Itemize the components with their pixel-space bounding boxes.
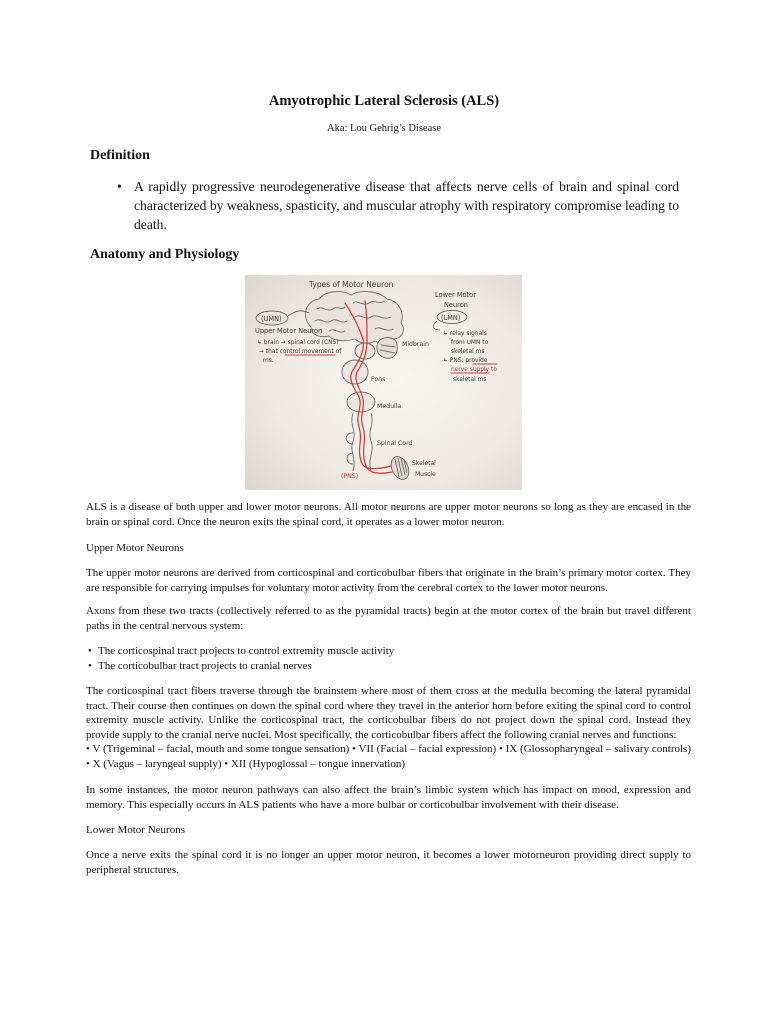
- umn-note-1: ↳ brain → spinal cord (CNS): [257, 340, 339, 346]
- muscle-label: Muscle: [415, 471, 436, 478]
- tract-course-text: The corticospinal tract fibers traverse through the brainstem where most of them cross at the medulla becoming the lateral pyramidal tract. Their course then continues on down the spinal cord where they travel in the anterior horn before exiting the spinal cord to control extremity muscle activity. Unlike the corticospinal tract, the corticobulbar fibers do not project down the spinal cord. Instead they provide supply to the cranial nerve nuclei. Most specifically, the corticobulbar fibers affect the following cranial nerves and functions:: [86, 685, 691, 741]
- document-subtitle: Aka: Lou Gehrig’s Disease: [326, 123, 441, 134]
- list-item: • The corticobulbar tract projects to cranial nerves: [98, 659, 688, 674]
- lmn-note-1: ↳ relay signals: [443, 331, 487, 337]
- motor-neuron-diagram: [245, 275, 522, 490]
- umn-tag: (UMN): [261, 315, 282, 323]
- cranial-nerve-list: • V (Trigeminal – facial, mouth and some tongue sensation) • VII (Facial – facial expression) • IX (Glossopharyngeal – salivary controls) • X (Vagus – laryngeal supply) • XII (Hypoglossal – tongue innervation): [86, 743, 691, 770]
- lmn-name-2: Neuron: [444, 301, 468, 309]
- skeletal-label: Skeletal: [412, 460, 436, 467]
- intro-paragraph: ALS is a disease of both upper and lower motor neurons. All motor neurons are upper motor neurons so long as they are encased in the brain or spinal cord. Once the neuron exits the spinal cord, it operates as a lower motor neuron.: [86, 501, 691, 528]
- lmn-note-2: from UMN to: [451, 340, 489, 346]
- axons-paragraph: Axons from these two tracts (collectively referred to as the pyramidal tracts) begin at the motor cortex of the brain but travel different paths in the central nervous system:: [86, 605, 691, 632]
- motor-neuron-drawing: [245, 275, 522, 490]
- medulla-structure: [347, 392, 375, 412]
- lmn-name-1: Lower Motor: [435, 291, 476, 299]
- tract-list: [98, 644, 688, 673]
- lmn-note-6: skeletal ms: [453, 377, 487, 383]
- pns-label: (PNS): [341, 473, 359, 480]
- lmn-note-5: nerve supply to: [451, 367, 497, 373]
- umn-note-3: ms.: [263, 358, 274, 364]
- definition-heading: Definition: [90, 148, 150, 163]
- tract-course-paragraph: [86, 684, 691, 772]
- spinal-cord-label: Spinal Cord: [377, 440, 413, 447]
- umn-origin-paragraph: The upper motor neurons are derived from corticospinal and corticobulbar fibers that originate in the brain’s primary motor cortex. They are responsible for carrying impulses for voluntary motor activity from the cerebral cortex to the lower motor neurons.: [86, 567, 691, 594]
- lmn-paragraph: Once a nerve exits the spinal cord it is no longer an upper motor neuron, it becomes a lower motorneuron providing direct supply to peripheral structures.: [86, 849, 691, 876]
- cerebellum: [377, 338, 397, 359]
- diagram-title: Types of Motor Neuron: [309, 280, 394, 289]
- lower-motor-neurons-heading: Lower Motor Neurons: [86, 824, 185, 836]
- umn-note-2: → that control movement of: [259, 349, 342, 355]
- upper-motor-neurons-heading: Upper Motor Neurons: [86, 542, 184, 554]
- definition-bullet: • A rapidly progressive neurodegenerative disease that affects nerve cells of brain and spinal cord characterized by weakness, spasticity, and muscular atrophy with respiratory compromise leading to death.: [134, 177, 679, 234]
- document-title: Amyotrophic Lateral Sclerosis (ALS): [268, 93, 500, 109]
- lmn-note-3: skeletal ms: [451, 349, 485, 355]
- limbic-paragraph: In some instances, the motor neuron pathways can also affect the brain’s limbic system which has impact on mood, expression and memory. This especially occurs in ALS patients who have a more bulbar or corticobulbar involvement with their disease.: [86, 784, 691, 811]
- medulla-label: Medulla: [377, 403, 402, 410]
- list-item: • The corticospinal tract projects to control extremity muscle activity: [98, 644, 688, 659]
- midbrain-label: Midbrain: [402, 341, 429, 348]
- lmn-tag: (LMN): [441, 314, 461, 322]
- pons-label: Pons: [371, 376, 386, 383]
- anatomy-heading: Anatomy and Physiology: [90, 247, 240, 262]
- pons-structure: [342, 360, 368, 384]
- lmn-note-4: ↳ PNS: provide: [443, 358, 488, 364]
- umn-name: Upper Motor Neuron: [255, 327, 323, 335]
